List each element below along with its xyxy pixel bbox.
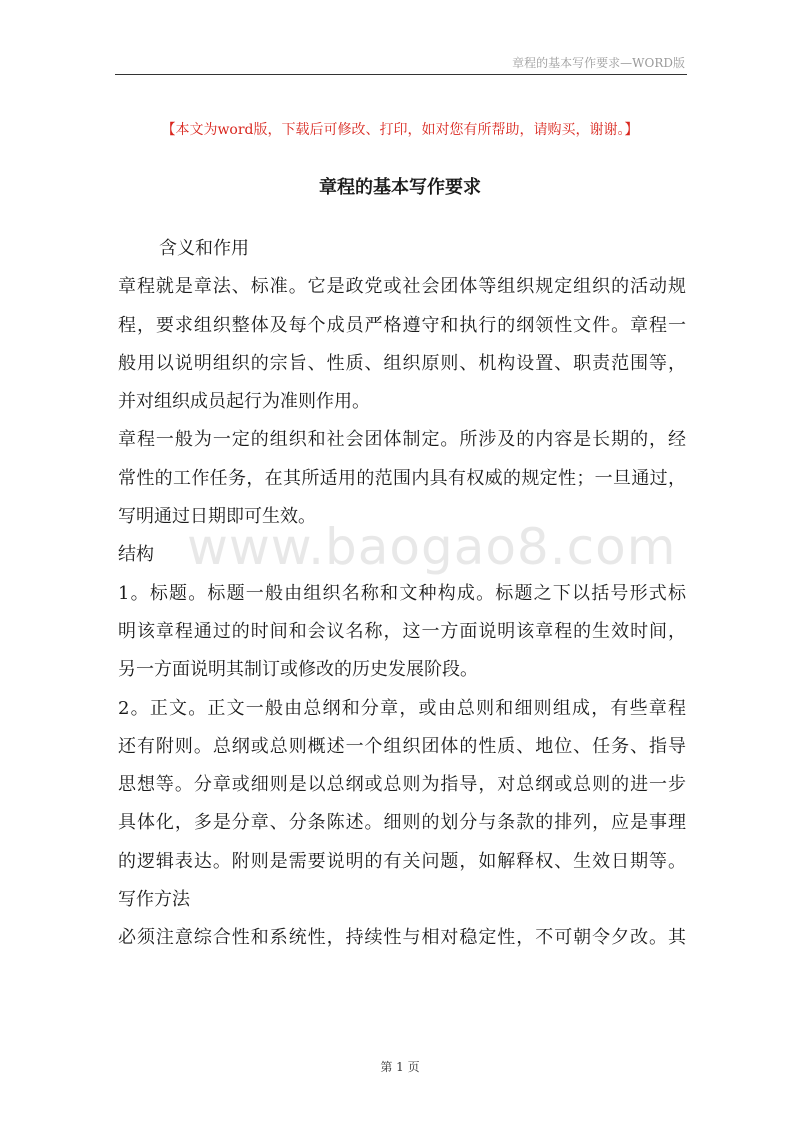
body-line: 明该章程通过的时间和会议名称，这一方面说明该章程的生效时间， [118, 620, 686, 642]
body-line: 的逻辑表达。附则是需要说明的有关问题，如解释权、生效日期等。 [118, 850, 686, 872]
document-body [118, 230, 686, 958]
body-line: 1。标题。标题一般由组织名称和文种构成。标题之下以括号形式标 [118, 582, 686, 604]
body-line: 章程一般为一定的组织和社会团体制定。所涉及的内容是长期的，经 [118, 429, 686, 451]
body-line: 常性的工作任务，在其所适用的范围内具有权威的规定性；一旦通过， [118, 467, 686, 489]
body-line: 还有附则。总纲或总则概述一个组织团体的性质、地位、任务、指导 [118, 735, 686, 757]
body-line: 并对组织成员起行为准则作用。 [118, 391, 370, 413]
section-heading-structure: 结构 [118, 544, 154, 566]
page-number: 第 1 页 [380, 1060, 420, 1074]
header-divider [115, 74, 687, 75]
body-line: 般用以说明组织的宗旨、性质、组织原则、机构设置、职责范围等， [118, 352, 686, 374]
body-line: 写明通过日期即可生效。 [118, 506, 316, 528]
purchase-notice: 【本文为word版，下载后可修改、打印，如对您有所帮助，请购买，谢谢。】 [161, 122, 639, 138]
body-line: 章程就是章法、标准。它是政党或社会团体等组织规定组织的活动规 [118, 276, 686, 298]
document-title: 章程的基本写作要求 [319, 177, 481, 198]
body-line: 必须注意综合性和系统性，持续性与相对稳定性，不可朝令夕改。其 [118, 927, 686, 949]
body-line: 思想等。分章或细则是以总纲或总则为指导，对总纲或总则的进一步 [118, 774, 686, 796]
running-header: 章程的基本写作要求—WORD版 [512, 56, 685, 70]
section-heading-method: 写作方法 [118, 889, 190, 911]
body-line: 另一方面说明其制订或修改的历史发展阶段。 [118, 659, 478, 681]
section-heading-meaning: 含义和作用 [159, 238, 249, 259]
body-line: 程，要求组织整体及每个成员严格遵守和执行的纲领性文件。章程一 [118, 314, 686, 336]
body-line: 具体化，多是分章、分条陈述。细则的划分与条款的排列，应是事理 [118, 812, 686, 834]
body-line: 2。正文。正文一般由总纲和分章，或由总则和细则组成，有些章程 [118, 697, 686, 719]
watermark-text: www.baogao8.com [187, 518, 677, 576]
